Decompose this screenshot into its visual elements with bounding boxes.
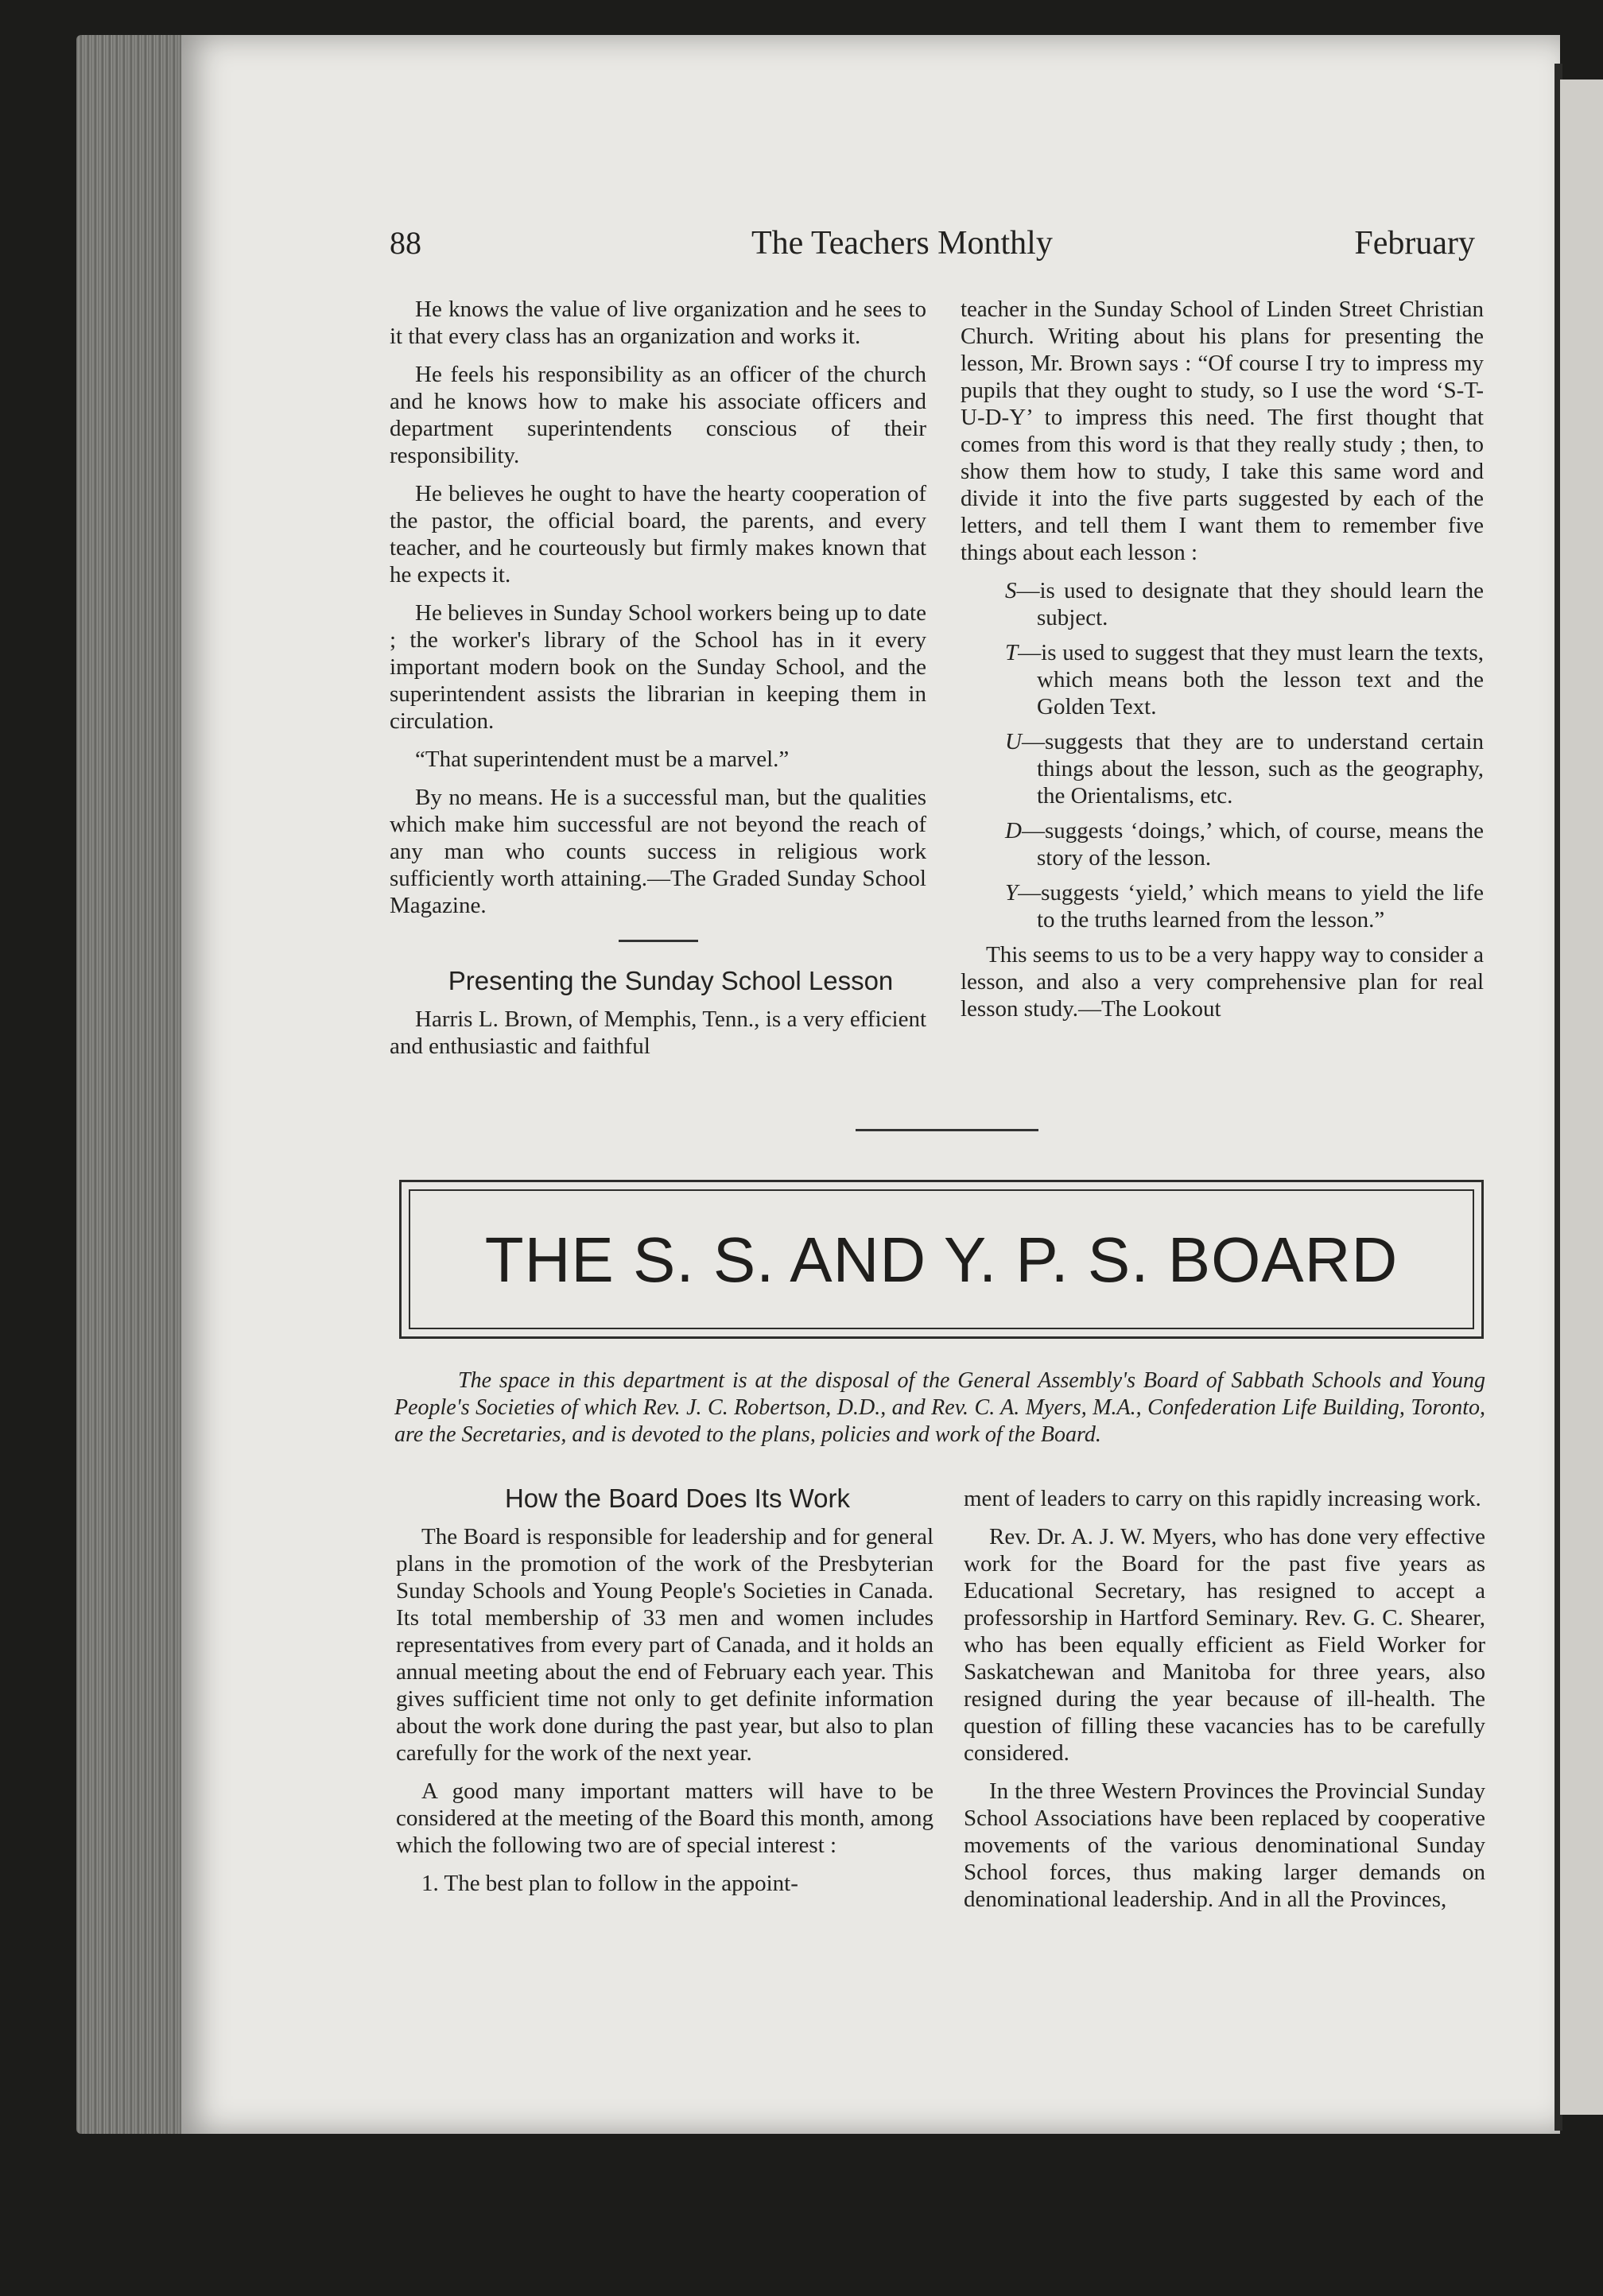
page-number: 88: [390, 225, 421, 261]
study-text: —suggests that they are to understand certain things about the lesson, such as the geography, the Orientalisms, etc.: [1021, 729, 1484, 809]
column-bottom-left: [396, 1485, 933, 1908]
paragraph: He knows the value of live organization and he sees to it that every class has an organization and works it.: [390, 297, 926, 349]
paragraph: Rev. Dr. A. J. W. Myers, who has done very effective work for the Board for the past five years as Educational Secretary, has resigned to accept a professorship in Hartford Seminary. Rev. G. C. Shearer, who has been equally efficient as Field Worker for Saskatchewan and Manitoba for three years, also resigned during the year because of ill-health. The question of filling these vacancies has to be carefully considered.: [964, 1524, 1485, 1766]
board-title: THE S. S. AND Y. P. S. BOARD: [484, 1224, 1399, 1295]
study-letter: S: [1005, 578, 1017, 603]
study-letter: Y: [1005, 880, 1019, 906]
section-heading: How the Board Does Its Work: [504, 1483, 851, 1513]
paragraph: By no means. He is a successful man, but the qualities which make him successful are not beyond the reach of any man who counts success in religious work sufficiently worth attaining.—The Graded Sunday School Magazine.: [390, 785, 926, 918]
paragraph: ment of leaders to carry on this rapidly increasing work.: [964, 1486, 1481, 1511]
section-divider: [856, 1129, 1038, 1131]
study-text: —is used to designate that they should learn the subject.: [1016, 578, 1484, 630]
column-top-left: [390, 296, 926, 1071]
study-item-y: [961, 879, 1484, 933]
study-text: —is used to suggest that they must learn the texts, which means both the lesson text and the Golden Text.: [1018, 640, 1484, 719]
study-item-s: [961, 577, 1484, 631]
paragraph: In the three Western Provinces the Provincial Sunday School Associations have been replaced by cooperative movements of the various denominational Sunday School forces, thus making larger demands on denominational leadership. And in all the Provinces,: [964, 1778, 1485, 1912]
study-item-d: [961, 817, 1484, 871]
paragraph: 1. The best plan to follow in the appoint-: [421, 1871, 798, 1896]
board-title-box: [399, 1180, 1484, 1339]
study-letter: U: [1005, 729, 1022, 754]
facing-page-edge: [1560, 80, 1603, 2115]
study-letter: D: [1005, 818, 1022, 844]
study-item-t: [961, 639, 1484, 720]
section-heading: Presenting the Sunday School Lesson: [448, 966, 894, 995]
study-text: —suggests ‘yield,’ which means to yield the life to the truths learned from the lesson.”: [1018, 880, 1484, 933]
study-letter: T: [1005, 640, 1019, 665]
paragraph: He feels his responsibility as an officer of the church and he knows how to make his associate officers and department superintendents conscious of their responsibility.: [390, 362, 926, 468]
paragraph: He believes in Sunday School workers being up to date ; the worker's library of the School has in it every important modern book on the Sunday School, and the superintendent assists the librarian in keeping them in circulation.: [390, 600, 926, 734]
paragraph: The Board is responsible for leadership and for general plans in the promotion of the work of the Presbyterian Sunday Schools and Young People's Societies in Canada. Its total membership of 33 men and women includes representatives from every part of Canada, and it holds an annual meeting about the end of February each year. This gives sufficient time not only to get definite information about the work done during the past year, but also to plan carefully for the work of the next year.: [396, 1524, 933, 1766]
column-top-right: [961, 296, 1484, 1034]
paragraph: “That superintendent must be a marvel.”: [415, 747, 790, 772]
journal-title: The Teachers Monthly: [751, 225, 1053, 262]
column-bottom-right: [964, 1485, 1485, 1924]
paragraph: teacher in the Sunday School of Linden Street Christian Church. Writing about his plans for presenting the lesson, Mr. Brown says : “Of course I try to impress my pupils that they ought to study, so I use the word ‘S-T-U-D-Y’ to impress this need. The first thought that comes from this word is that they really study ; then, to show them how to study, I take this same word and divide it into the five parts suggested by each of the letters, and tell them I want them to remember five things about each lesson :: [961, 297, 1484, 565]
paragraph: A good many important matters will have to be considered at the meeting of the Board this month, among which the following two are of special interest :: [396, 1778, 933, 1858]
study-text: —suggests ‘doings,’ which, of course, means the story of the lesson.: [1021, 818, 1484, 871]
book-page-edges: [76, 35, 181, 2134]
section-divider: [619, 940, 698, 942]
paragraph: He believes he ought to have the hearty cooperation of the pastor, the official board, the parents, and every teacher, and he courteously but firmly makes known that he expects it.: [390, 481, 926, 588]
issue-month: February: [1354, 225, 1475, 262]
board-intro: The space in this department is at the disposal of the General Assembly's Board of Sabbath Schools and Young People's Societies of which Rev. J. C. Robertson, D.D., and Rev. C. A. Myers, M.A., Confederation Life Building, Toronto, are the Secretaries, and is devoted to the plans, policies and work of the Board.: [394, 1368, 1485, 1447]
study-item-u: [961, 728, 1484, 809]
paragraph: Harris L. Brown, of Memphis, Tenn., is a very efficient and enthusiastic and faithful: [390, 1006, 926, 1059]
running-header: [390, 224, 1475, 272]
paragraph: This seems to us to be a very happy way to consider a lesson, and also a very comprehensive plan for real lesson study.—The Lookout: [961, 942, 1484, 1022]
